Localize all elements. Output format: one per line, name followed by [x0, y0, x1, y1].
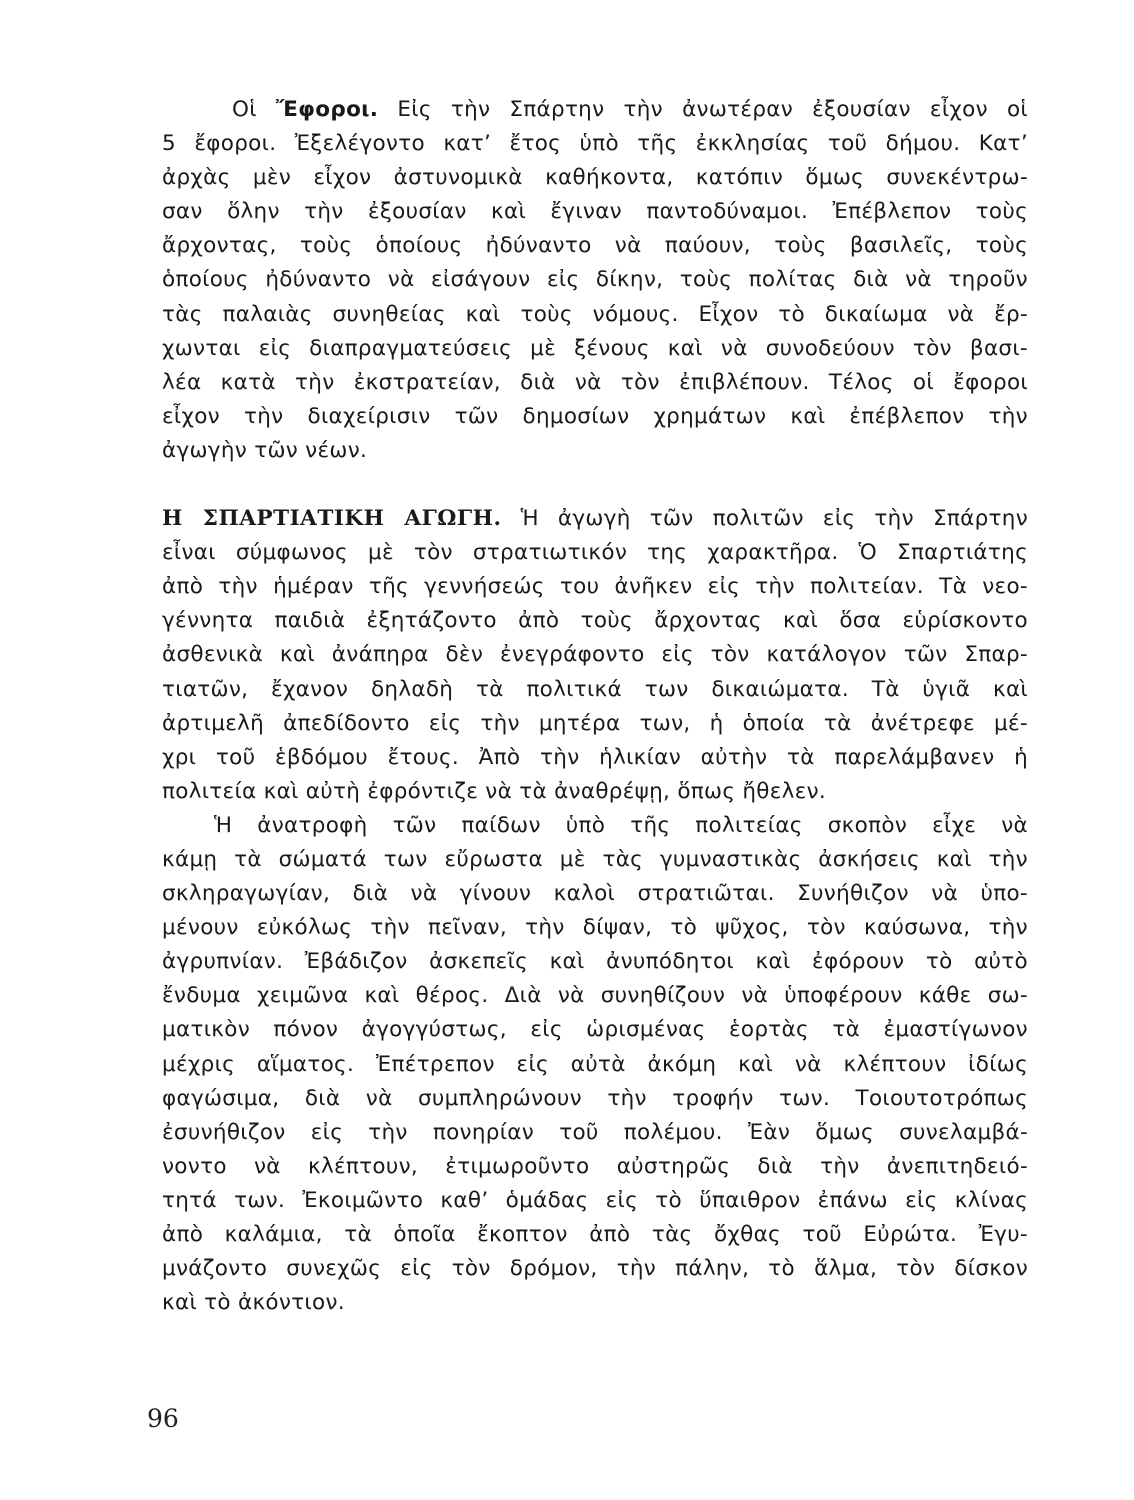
text-line: Εἰς τὴν Σπάρτην τὴν ἀνωτέραν ἐξουσίαν εἶχον οἱ — [378, 97, 1028, 122]
text-line: ἀπὸ καλάμια, τὰ ὁποῖα ἔκοπτον ἀπὸ τὰς ὄχθας τοῦ Εὐρώτα. Ἐγυ- — [162, 1222, 1028, 1247]
text-line: εἶχον τὴν διαχείρισιν τῶν δημοσίων χρημάτων καὶ ἐπέβλεπον τὴν — [162, 403, 1028, 429]
text-line: ὁποίους ἠδύναντο νὰ εἰσάγουν εἰς δίκην, τοὺς πολίτας διὰ νὰ τηροῦν — [162, 267, 1028, 293]
section-gap — [162, 468, 1028, 502]
text-line: τητά των. Ἐκοιμῶντο καθ’ ὁμάδας εἰς τὸ ὕπαιθρον ἐπάνω εἰς κλίνας — [162, 1187, 1028, 1213]
agoge-heading: Η ΣΠΑΡΤΙΑΤΙΚΗ ΑΓΩΓΗ. — [162, 506, 502, 532]
text-line: ἀγρυπνίαν. Ἐβάδιζον ἀσκεπεῖς καὶ ἀνυπόδητοι καὶ ἐφόρουν τὸ αὐτὸ — [162, 949, 1028, 975]
text-line: ἀπὸ τὴν ἡμέραν τῆς γεννήσεώς του ἀνῆκεν εἰς τὴν πολιτείαν. Τὰ νεο- — [162, 574, 1028, 600]
text-line: σαν ὅλην τὴν ἐξουσίαν καὶ ἔγιναν παντοδύναμοι. Ἐπέβλεπον τοὺς — [162, 199, 1028, 225]
text-line: σκληραγωγίαν, διὰ νὰ γίνουν καλοὶ στρατιῶται. Συνήθιζον νὰ ὑπο- — [162, 881, 1028, 907]
text-line: ἀρχὰς μὲν εἶχον ἀστυνομικὰ καθήκοντα, κατόπιν ὅμως συνεκέντρω- — [162, 165, 1028, 191]
text-line: εἶναι σύμφωνος μὲ τὸν στρατιωτικόν της χαρακτῆρα. Ὁ Σπαρτιάτης — [162, 540, 1028, 566]
agoge-first-line — [162, 502, 1028, 536]
text-line: λέα κατὰ τὴν ἐκστρατείαν, διὰ νὰ τὸν ἐπιβλέπουν. Τέλος οἱ ἔφοροι — [162, 369, 1028, 395]
page-number: 96 — [147, 1404, 179, 1433]
text-line: Ἡ ἀγωγὴ τῶν πολιτῶν εἰς τὴν Σπάρτην — [501, 506, 1029, 532]
text-line: τὰς παλαιὰς συνηθείας καὶ τοὺς νόμους. Εἶχον τὸ δικαίωμα νὰ ἔρ- — [162, 301, 1028, 327]
ephors-heading-prefix: Οἱ — [232, 97, 276, 122]
ephors-first-line — [162, 93, 1028, 127]
text-line: νοντο νὰ κλέπτουν, ἐτιμωροῦντο αὐστηρῶς διὰ τὴν ἀνεπιτηδειό- — [162, 1153, 1028, 1179]
text-line: ἄρχοντας, τοὺς ὁποίους ἠδύναντο νὰ παύουν, τοὺς βασιλεῖς, τοὺς — [162, 233, 1028, 259]
body-text — [162, 93, 1028, 1320]
text-line: πολιτεία καὶ αὐτὴ ἐφρόντιζε νὰ τὰ ἀναθρέψῃ, ὅπως ἤθελεν. — [162, 778, 827, 804]
text-line: μνάζοντο συνεχῶς εἰς τὸν δρόμον, τὴν πάλην, τὸ ἅλμα, τὸν δίσκον — [162, 1256, 1028, 1282]
text-line: καὶ τὸ ἀκόντιον. — [162, 1290, 345, 1316]
text-line: γέννητα παιδιὰ ἐξητάζοντο ἀπὸ τοὺς ἄρχοντας καὶ ὅσα εὑρίσκοντο — [162, 608, 1028, 634]
text-line: χρι τοῦ ἑβδόμου ἔτους. Ἀπὸ τὴν ἡλικίαν αὐτὴν τὰ παρελάμβανεν ἡ — [162, 744, 1028, 770]
text-line: μένουν εὐκόλως τὴν πεῖναν, τὴν δίψαν, τὸ ψῦχος, τὸν καύσωνα, τὴν — [162, 915, 1028, 941]
ephors-heading: Ἔφοροι. — [275, 97, 379, 122]
text-line: χωνται εἰς διαπραγματεύσεις μὲ ξένους καὶ νὰ συνοδεύουν τὸν βασι- — [162, 335, 1028, 361]
text-line: ματικὸν πόνον ἀγογγύστως, εἰς ὡρισμένας ἑορτὰς τὰ ἐμαστίγωνον — [162, 1017, 1028, 1043]
text-line: μέχρις αἵματος. Ἐπέτρεπον εἰς αὐτὰ ἀκόμη καὶ νὰ κλέπτουν ἰδίως — [162, 1051, 1028, 1077]
text-line: ἔνδυμα χειμῶνα καὶ θέρος. Διὰ νὰ συνηθίζουν νὰ ὑποφέρουν κάθε σω- — [162, 983, 1028, 1009]
text-line: φαγώσιμα, διὰ νὰ συμπληρώνουν τὴν τροφήν των. Τοιουτοτρόπως — [162, 1085, 1028, 1111]
text-line: ἐσυνήθιζον εἰς τὴν πονηρίαν τοῦ πολέμου. Ἐὰν ὅμως συνελαμβά- — [162, 1119, 1028, 1145]
text-line: τιατῶν, ἔχανον δηλαδὴ τὰ πολιτικά των δικαιώματα. Τὰ ὑγιᾶ καὶ — [162, 676, 1028, 702]
text-line: ἀγωγὴν τῶν νέων. — [162, 437, 368, 463]
text-line: ἀρτιμελῆ ἀπεδίδοντο εἰς τὴν μητέρα των, ἡ ὁποία τὰ ἀνέτρεφε μέ- — [162, 710, 1028, 736]
text-line: 5 ἔφοροι. Ἐξελέγοντο κατ’ ἔτος ὑπὸ τῆς ἐκκλησίας τοῦ δήμου. Κατ’ — [162, 131, 1028, 157]
text-line: Ἡ ἀνατροφὴ τῶν παίδων ὑπὸ τῆς πολιτείας σκοπὸν εἶχε νὰ — [214, 812, 1028, 838]
text-line: κάμῃ τὰ σώματά των εὔρωστα μὲ τὰς γυμναστικὰς ἀσκήσεις καὶ τὴν — [162, 846, 1028, 872]
text-line: ἀσθενικὰ καὶ ἀνάπηρα δὲν ἐνεγράφοντο εἰς τὸν κατάλογον τῶν Σπαρ- — [162, 642, 1028, 668]
